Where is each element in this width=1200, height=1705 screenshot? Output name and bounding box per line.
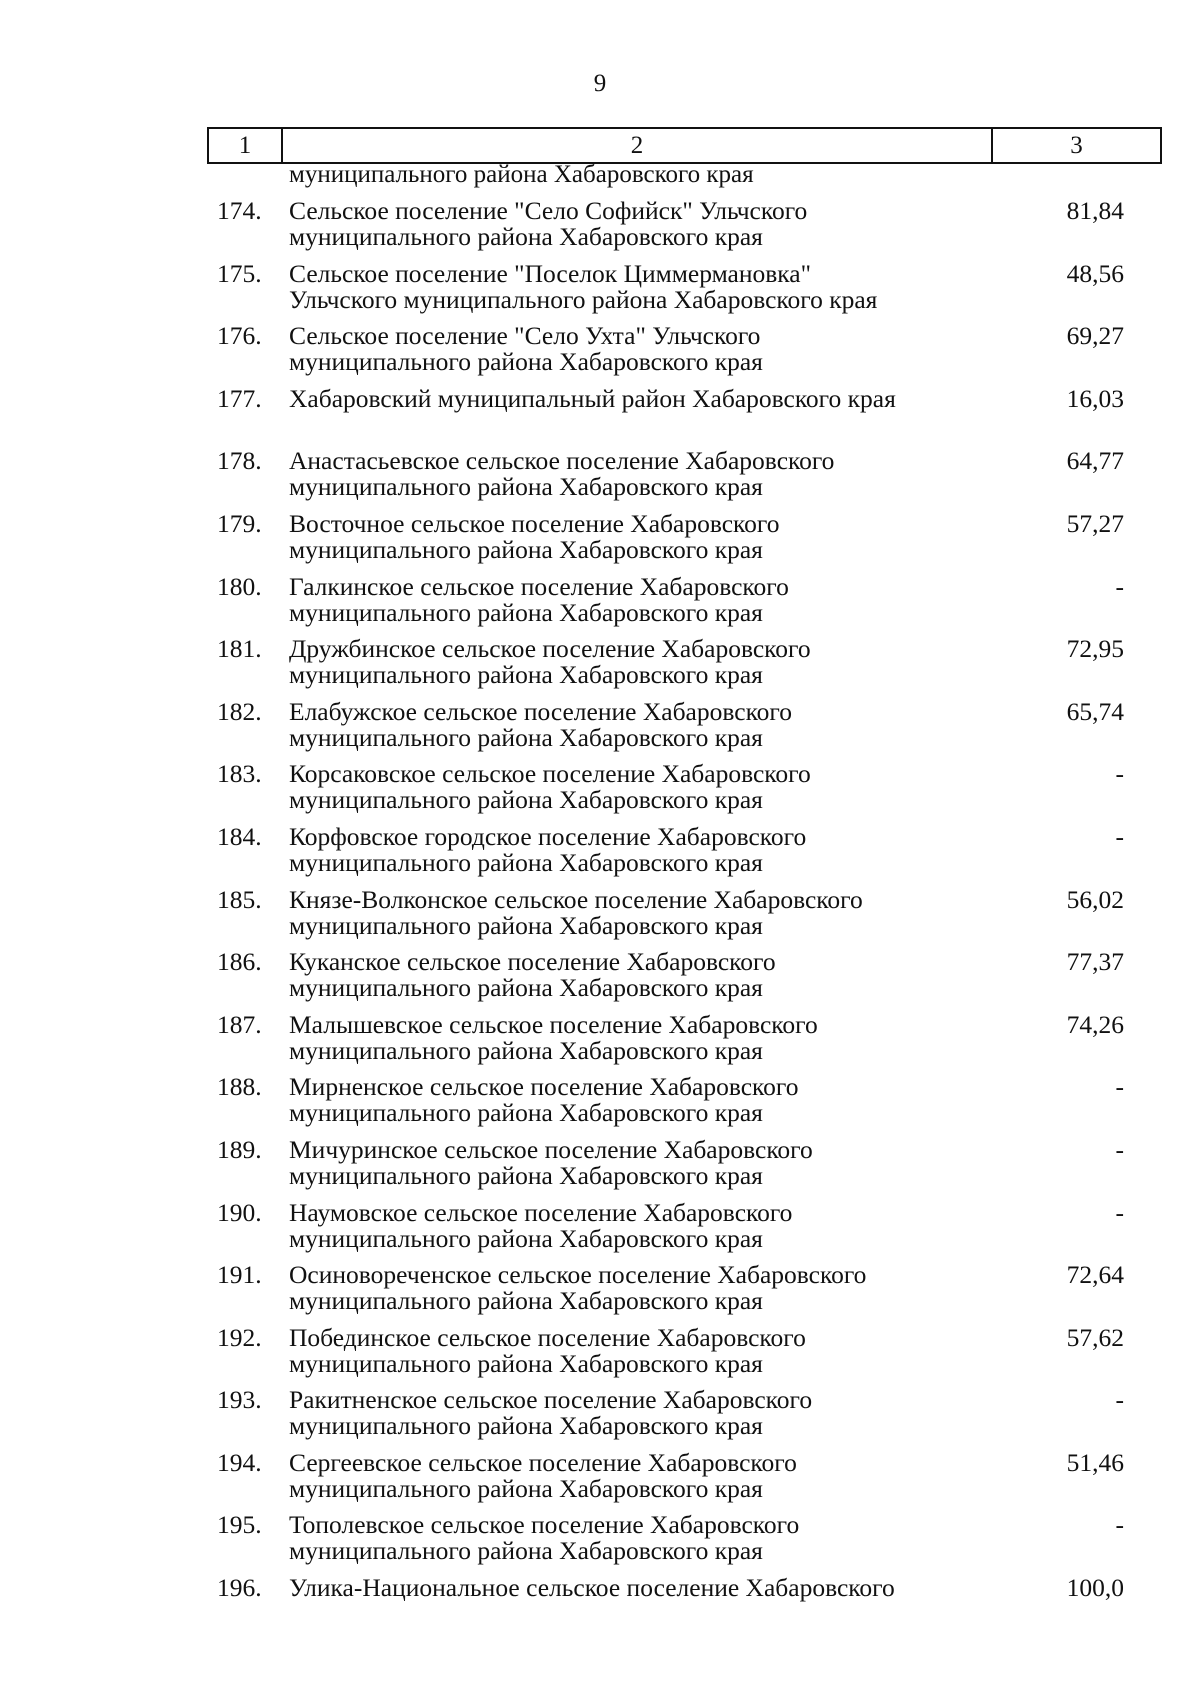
row-description-line: Наумовское сельское поселение Хабаровского (289, 1197, 793, 1227)
row-number: 195. (217, 1510, 262, 1540)
table-header (207, 127, 1162, 164)
row-number: 184. (217, 821, 262, 851)
table-row (207, 1074, 1162, 1137)
row-description (289, 1512, 989, 1564)
row-number: 191. (217, 1260, 262, 1290)
header-col-2: 2 (283, 129, 993, 162)
row-description-line: Сельское поселение "Село Ухта" Ульчского (289, 321, 761, 351)
table-row (207, 571, 1162, 637)
row-description (289, 383, 989, 413)
row-value: 72,95 (1066, 634, 1124, 664)
row-value: 64,77 (1066, 446, 1124, 476)
table-row (207, 508, 1162, 574)
row-description-line: муниципального района Хабаровского края (289, 1473, 763, 1503)
table-row (207, 1134, 1162, 1200)
row-description (289, 1009, 989, 1065)
row-number: 174. (217, 196, 262, 225)
row-number: 188. (217, 1072, 262, 1102)
table-row (207, 1512, 1162, 1575)
row-number: 193. (217, 1385, 262, 1415)
table-row (207, 1447, 1162, 1513)
table-row (207, 1009, 1162, 1075)
row-description-line: Тополевское сельское поселение Хабаровского (289, 1510, 800, 1540)
row-number: 181. (217, 634, 262, 664)
row-number: 178. (217, 446, 262, 476)
row-description (289, 323, 989, 375)
row-description (289, 1074, 989, 1126)
table-row (207, 1262, 1162, 1325)
row-description-line: муниципального района Хабаровского края (289, 1098, 763, 1128)
row-description (289, 571, 989, 627)
row-description-line: Дружбинское сельское поселение Хабаровского (289, 634, 811, 664)
row-description-line: Улика-Национальное сельское поселение Хабаровского (289, 1573, 895, 1603)
row-description (289, 821, 989, 877)
row-description (289, 1322, 989, 1378)
row-description (289, 1262, 989, 1314)
row-description-line: муниципального района Хабаровского края (289, 1223, 763, 1253)
row-value: 100,0 (1066, 1573, 1124, 1603)
row-description-line: муниципального района Хабаровского края (289, 973, 763, 1003)
table-body (207, 198, 1162, 1638)
row-description-line: муниципального района Хабаровского края (289, 1035, 763, 1065)
row-description-line: муниципального района Хабаровского края (289, 1411, 763, 1441)
row-number: 185. (217, 884, 262, 914)
row-value: - (1115, 1134, 1124, 1164)
row-description (289, 1575, 989, 1601)
row-description-line: муниципального района Хабаровского края (289, 1160, 763, 1190)
row-number: 189. (217, 1134, 262, 1164)
table-row (207, 636, 1162, 699)
row-description (289, 1197, 989, 1253)
row-value: - (1115, 1197, 1124, 1227)
row-number: 192. (217, 1322, 262, 1352)
row-description-line: Мичуринское сельское поселение Хабаровского (289, 1134, 813, 1164)
row-description (289, 1134, 989, 1190)
row-description (289, 1447, 989, 1503)
row-value: 51,46 (1066, 1447, 1124, 1477)
row-description-line: муниципального района Хабаровского края (289, 785, 763, 815)
header-col-1: 1 (209, 129, 283, 162)
row-value: - (1115, 571, 1124, 601)
row-description-line: Осиновореченское сельское поселение Хабаровского (289, 1260, 867, 1290)
row-description-line: муниципального района Хабаровского края (289, 347, 763, 377)
row-description-line: муниципального района Хабаровского края (289, 660, 763, 690)
row-description-line: Анастасьевское сельское поселение Хабаровского (289, 446, 835, 476)
table-row (207, 696, 1162, 762)
row-number: 183. (217, 759, 262, 789)
row-description (289, 761, 989, 813)
row-description (289, 258, 989, 314)
table-row (207, 323, 1162, 386)
row-value: 77,37 (1066, 947, 1124, 977)
row-description-line: Побединское сельское поселение Хабаровского (289, 1322, 806, 1352)
row-description-line: Восточное сельское поселение Хабаровского (289, 508, 780, 538)
row-description-line: муниципального района Хабаровского края (289, 597, 763, 627)
row-number: 196. (217, 1573, 262, 1603)
row-number: 177. (217, 383, 262, 413)
row-description-line: Малышевское сельское поселение Хабаровского (289, 1009, 818, 1039)
row-description-line: муниципального района Хабаровского края (289, 722, 763, 752)
page-number: 9 (593, 70, 607, 97)
row-value: 69,27 (1066, 321, 1124, 351)
row-value: 65,74 (1066, 696, 1124, 726)
row-number: 194. (217, 1447, 262, 1477)
row-value: 56,02 (1066, 884, 1124, 914)
row-value: - (1115, 759, 1124, 789)
row-description (289, 508, 989, 564)
row-description (289, 636, 989, 688)
row-description-line: Ульчского муниципального района Хабаровского края (289, 284, 878, 314)
row-description-line: Корсаковское сельское поселение Хабаровского (289, 759, 811, 789)
row-description-line: Сергеевское сельское поселение Хабаровского (289, 1447, 797, 1477)
row-description-line: Корфовское городское поселение Хабаровского (289, 821, 807, 851)
row-value: 48,56 (1066, 258, 1124, 288)
row-description-line: муниципального района Хабаровского края (289, 534, 763, 564)
table-row (207, 1387, 1162, 1450)
table-row (207, 258, 1162, 324)
table-row (207, 884, 1162, 950)
row-description (289, 884, 989, 940)
table-row (207, 198, 1162, 261)
row-value: - (1115, 1385, 1124, 1415)
header-col-3: 3 (1070, 131, 1083, 159)
table-row (207, 383, 1162, 449)
row-number: 175. (217, 258, 262, 288)
row-description-line: муниципального района Хабаровского края (289, 1286, 763, 1316)
table-row (207, 821, 1162, 887)
row-value: 16,03 (1066, 383, 1124, 413)
row-number: 190. (217, 1197, 262, 1227)
row-number: 179. (217, 508, 262, 538)
row-value: - (1115, 1072, 1124, 1102)
row-description-line: Елабужское сельское поселение Хабаровского (289, 696, 792, 726)
table-row (207, 1575, 1162, 1638)
row-number: 176. (217, 321, 262, 351)
row-number: 186. (217, 947, 262, 977)
row-value: 74,26 (1066, 1009, 1124, 1039)
row-description-line: муниципального района Хабаровского края (289, 1348, 763, 1378)
row-description (289, 198, 989, 250)
row-description-line: муниципального района Хабаровского края (289, 1536, 763, 1566)
row-value: - (1115, 821, 1124, 851)
row-description-line: Хабаровский муниципальный район Хабаровского края (289, 383, 896, 413)
row-number: 180. (217, 571, 262, 601)
row-description-line: муниципального района Хабаровского края (289, 472, 763, 502)
row-number: 187. (217, 1009, 262, 1039)
table-row (207, 1197, 1162, 1263)
table-row (207, 448, 1162, 511)
row-description-line: Сельское поселение "Село Софийск" Ульчского (289, 196, 808, 225)
table-row (207, 761, 1162, 824)
row-value: 57,27 (1066, 508, 1124, 538)
row-description (289, 696, 989, 752)
row-description (289, 448, 989, 500)
table-row (207, 1322, 1162, 1388)
row-value: 72,64 (1066, 1260, 1124, 1290)
row-description (289, 949, 989, 1001)
row-value: 81,84 (1066, 196, 1124, 225)
row-value: - (1115, 1510, 1124, 1540)
row-description (289, 1387, 989, 1439)
table-row (207, 949, 1162, 1012)
continuation-line: муниципального района Хабаровского края (289, 161, 754, 188)
row-description-line: Куканское сельское поселение Хабаровского (289, 947, 776, 977)
row-description-line: Галкинское сельское поселение Хабаровского (289, 571, 789, 601)
row-description-line: Ракитненское сельское поселение Хабаровского (289, 1385, 813, 1415)
row-value: 57,62 (1066, 1322, 1124, 1352)
row-number: 182. (217, 696, 262, 726)
row-description-line: Мирненское сельское поселение Хабаровского (289, 1072, 799, 1102)
row-description-line: муниципального района Хабаровского края (289, 847, 763, 877)
row-description-line: муниципального района Хабаровского края (289, 222, 763, 251)
row-description-line: Князе-Волконское сельское поселение Хабаровского (289, 884, 863, 914)
row-description-line: муниципального района Хабаровского края (289, 910, 763, 940)
row-description-line: Сельское поселение "Поселок Циммермановка" (289, 258, 812, 288)
